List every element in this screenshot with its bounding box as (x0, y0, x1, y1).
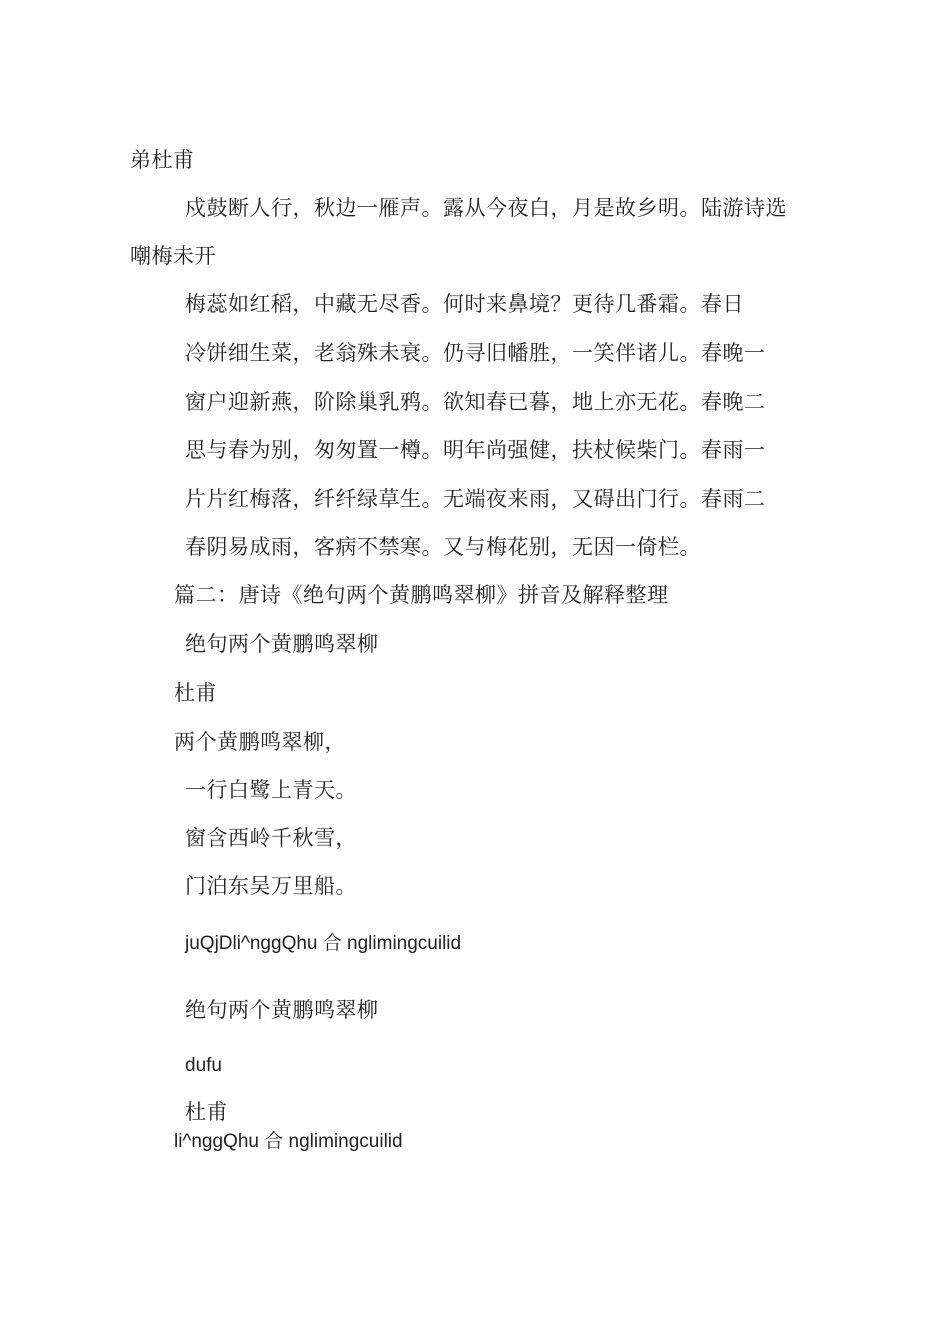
text-line: 绝句两个黄鹏鸣翠柳 (185, 632, 379, 656)
pinyin-line: juQjDli^nggQhu 合 nglimingcuilid (185, 933, 462, 954)
text-line: 窗户迎新燕，阶除巢乳鸦。欲知春已暮，地上亦无花。春晚二 (185, 390, 766, 414)
text-line: 戍鼓断人行，秋边一雁声。露从今夜白，月是故乡明。陆游诗选 (185, 196, 787, 220)
text-line: 片片红梅落，纤纤绿草生。无端夜来雨，又碍出门行。春雨二 (185, 487, 766, 511)
text-line: 杜甫 (185, 1100, 228, 1124)
text-line: 思与春为别，匆匆置一樽。明年尚强健，扶杖候柴门。春雨一 (185, 438, 766, 462)
text-line: 冷饼细生菜，老翁殊未衰。仍寻旧幡胜，一笑伴诸儿。春晚一 (185, 341, 766, 365)
text-line: 一行白鹭上青天。 (185, 778, 357, 802)
text-line: 弟杜甫 (130, 148, 195, 172)
text-line: 梅蕊如红稻，中藏无尽香。何时来鼻境？更待几番霜。春日 (185, 292, 744, 316)
text-line: 两个黄鹏鸣翠柳， (174, 730, 346, 754)
pinyin-line: dufu (185, 1055, 222, 1076)
text-line: 春阴易成雨，客病不禁寒。又与梅花别，无因一倚栏。 (185, 535, 701, 559)
text-line: 窗含西岭千秋雪， (185, 826, 357, 850)
pinyin-line: li^nggQhu 合 nglimingcuilid (174, 1131, 403, 1152)
section-heading: 篇二：唐诗《绝句两个黄鹏鸣翠柳》拼音及解释整理 (174, 583, 669, 607)
text-line: 嘲梅未开 (130, 244, 216, 268)
text-line: 杜甫 (174, 681, 217, 705)
text-line: 绝句两个黄鹏鸣翠柳 (185, 998, 379, 1022)
text-line: 门泊东吴万里船。 (185, 874, 357, 898)
